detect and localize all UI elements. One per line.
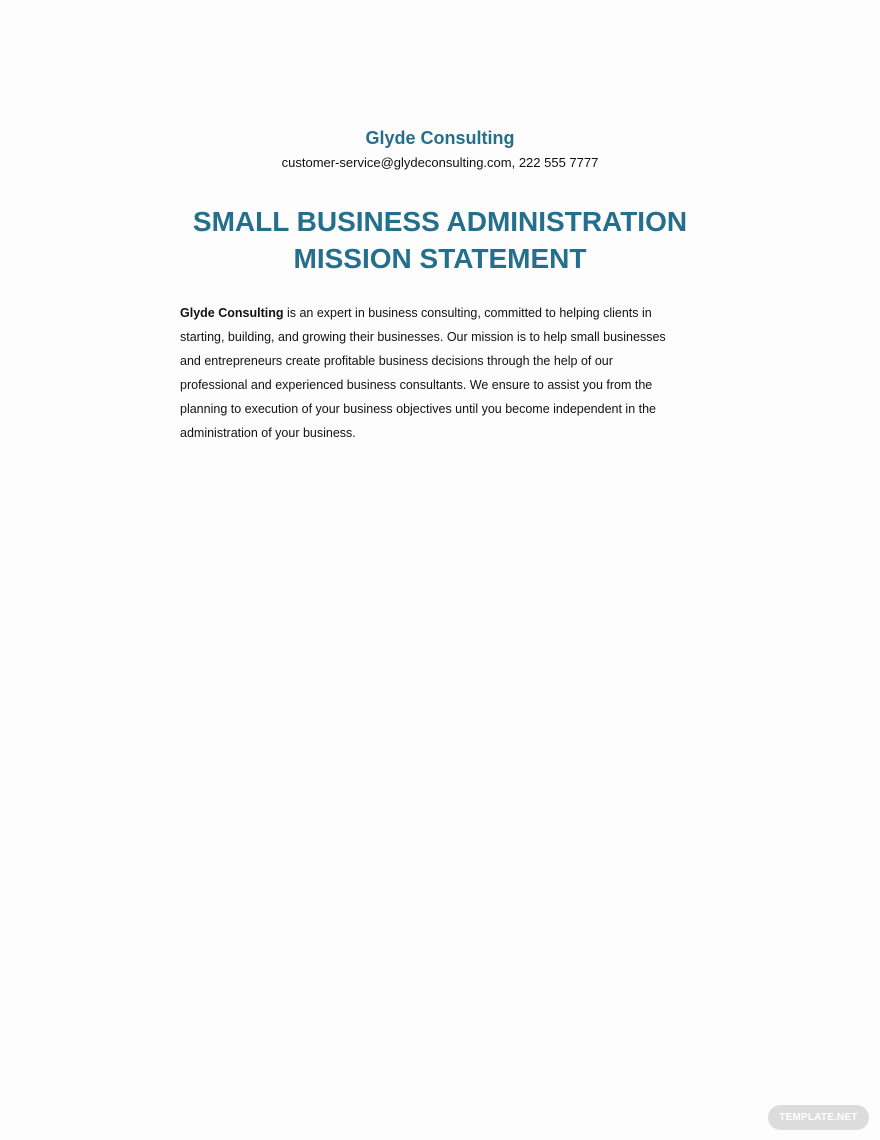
document-title: [0, 203, 880, 277]
template-net-watermark: TEMPLATE.NET: [768, 1105, 869, 1130]
paragraph-line: professional and experienced business consultants. We ensure to assist you from the: [180, 378, 653, 392]
company-name: Glyde Consulting: [365, 128, 515, 148]
title-line-1: SMALL BUSINESS ADMINISTRATION: [192, 206, 688, 237]
company-name-bold: Glyde Consulting: [180, 306, 284, 320]
paragraph-line: starting, building, and growing their businesses. Our mission is to help small businesses: [180, 330, 666, 344]
title-line-2: MISSION STATEMENT: [293, 243, 587, 274]
contact-info: customer-service@glydeconsulting.com, 222 555 7777: [281, 155, 599, 170]
paragraph-line: planning to execution of your business objectives until you become independent in the: [180, 402, 657, 416]
paragraph-line: and entrepreneurs create profitable business decisions through the help of our: [180, 354, 613, 368]
paragraph-text: is an expert in business consulting, committed to helping clients in: [283, 306, 652, 320]
mission-paragraph: [180, 301, 700, 445]
paragraph-line: [180, 301, 700, 325]
paragraph-line: administration of your business.: [180, 426, 356, 440]
